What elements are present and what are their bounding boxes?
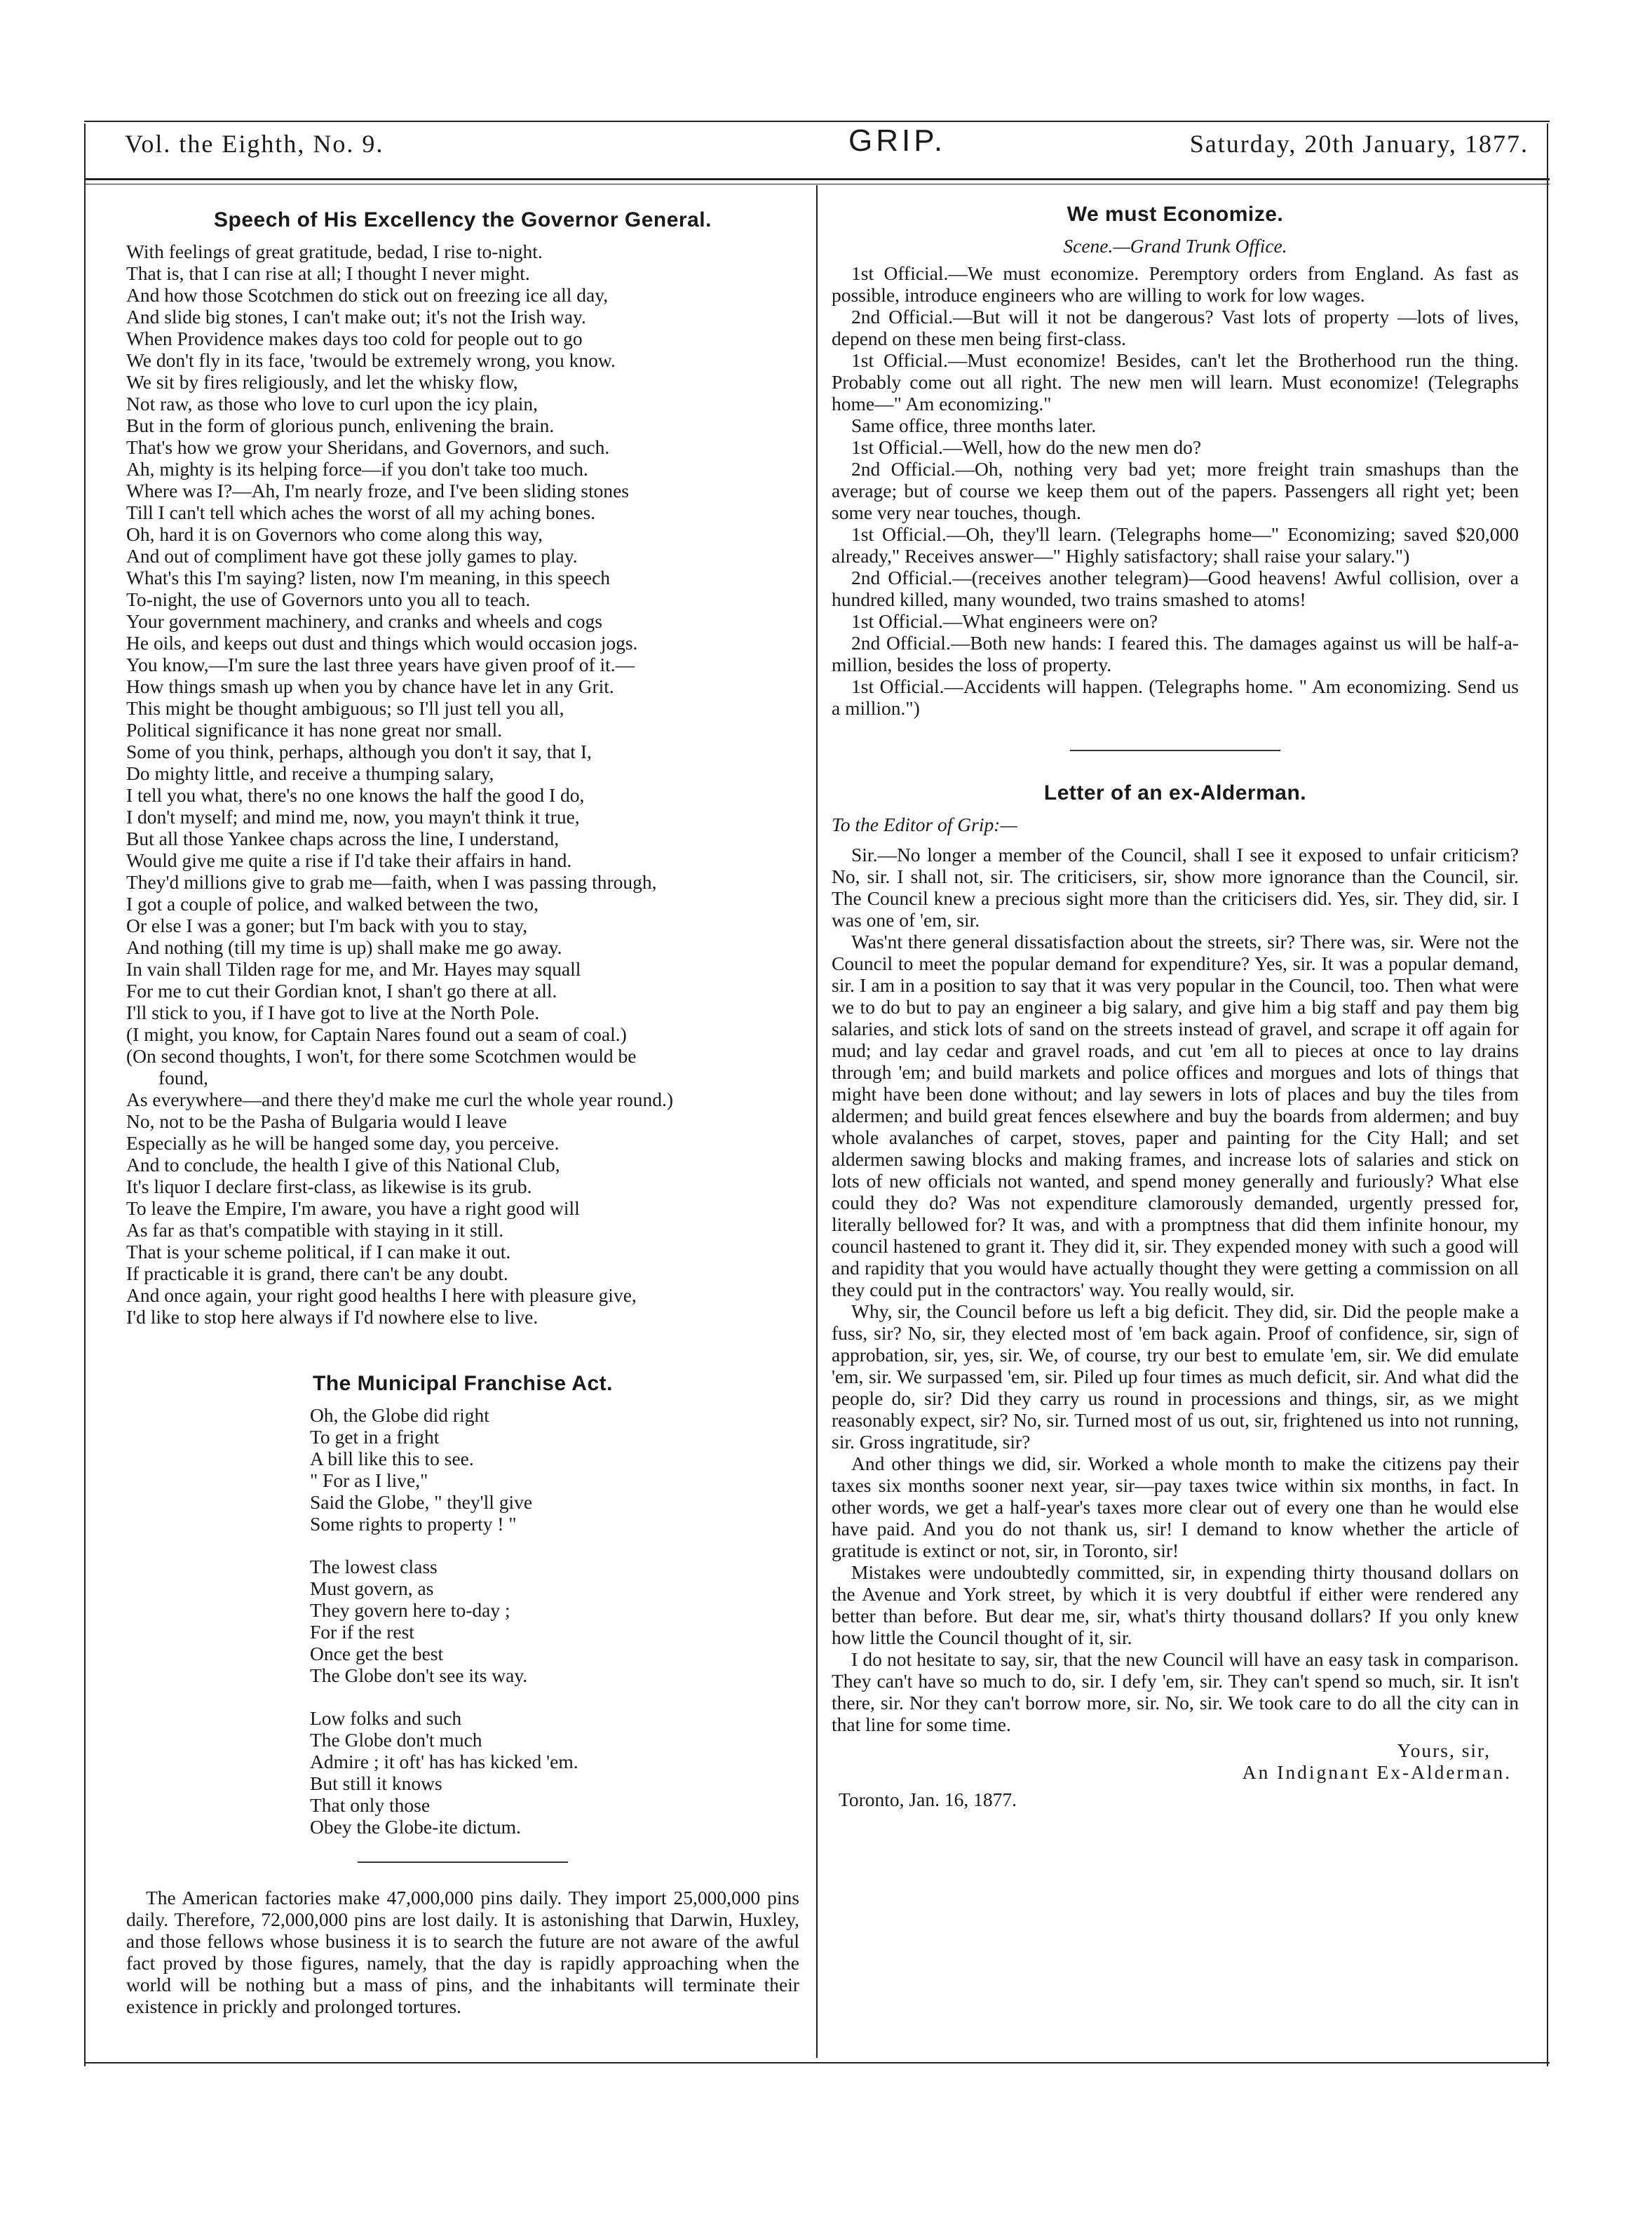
verse-line: (I might, you know, for Captain Nares found out a seam of coal.) xyxy=(126,1023,627,1045)
verse-line: What's this I'm saying? listen, now I'm meaning, in this speech xyxy=(126,567,611,588)
verse-line: A bill like this to see. xyxy=(310,1448,474,1469)
verse-line: That's how we grow your Sheridans, and Governors, and such. xyxy=(126,436,610,458)
speech-title: Speech of His Excellency the Governor General. xyxy=(214,208,712,231)
verse-line: The Globe don't see its way. xyxy=(310,1664,528,1686)
verse-line: Oh, hard it is on Governors who come along this way, xyxy=(126,523,543,545)
verse-line: If practicable it is grand, there can't be any doubt. xyxy=(126,1262,508,1284)
verse-line: For me to cut their Gordian knot, I shan't go there at all. xyxy=(126,980,557,1002)
verse-line: To get in a fright xyxy=(310,1426,440,1448)
economize-article xyxy=(832,203,1519,751)
verse-line: (On second thoughts, I won't, for there some Scotchmen would be xyxy=(126,1045,637,1067)
dialogue-paragraph: 1st Official.—Accidents will happen. (Telegraphs home. " Am economizing. Send us a million.") xyxy=(832,675,1519,719)
verse-line: But still it knows xyxy=(310,1772,442,1794)
verse-line: That is your scheme political, if I can make it out. xyxy=(126,1241,511,1262)
verse-line: And nothing (till my time is up) shall make me go away. xyxy=(126,936,562,958)
letter-paragraph: Sir.—No longer a member of the Council, shall I see it exposed to unfair criticism? No, sir. I shall not, sir. The criticisers, sir, show more ignorance than the Council, sir. The Council knew a precious sight more than the criticisers did. Yes, sir. They did, sir. I was one of 'em, sir. xyxy=(832,844,1519,931)
verse-line: They govern here to-day ; xyxy=(310,1599,510,1621)
verse-line: But in the form of glorious punch, enlivening the brain. xyxy=(126,415,555,436)
verse-line: And out of compliment have got these jolly games to play. xyxy=(126,545,578,567)
verse-line: With feelings of great gratitude, bedad, I rise to-night. xyxy=(126,241,543,262)
verse-line: Must govern, as xyxy=(310,1577,434,1599)
verse-line: Till I can't tell which aches the worst of all my aching bones. xyxy=(126,501,596,523)
verse-line: No, not to be the Pasha of Bulgaria would I leave xyxy=(126,1110,507,1132)
letter-paragraph: Mistakes were undoubtedly committed, sir, in expending thirty thousand dollars on the Avenue and York street, by which it is very doubtful if either were rendered any better than before. But dear me, sir, what's thirty thousand dollars? If you only knew how little the Council thought of it, sir. xyxy=(832,1561,1519,1648)
letter-paragraph: Why, sir, the Council before us left a big deficit. They did, sir. Did the people make a fuss, sir? No, sir, they elected most of 'em back again. Proof of confidence, sir, sign of approbation, sir, yes, sir. We, of course, try our best to emulate 'em, sir. We did emulate 'em, sir. We surpassed 'em, sir. Piled up four times as much deficit, sir. And what did the people do, sir? Did they carry us round in processions and things, sir, as we might reasonably expect, sir? No, sir. Turned most of us out, sir, frightened us into not running, sir. Gross ingratitude, sir? xyxy=(832,1300,1519,1453)
verse-line: Would give me quite a rise if I'd take their affairs in hand. xyxy=(126,849,572,871)
dialogue-paragraph: 2nd Official.—(receives another telegram)—Good heavens! Awful collision, over a hundred killed, many wounded, two trains smashed to atoms! xyxy=(832,567,1519,610)
stanza xyxy=(310,1556,799,1686)
dialogue-paragraph: 2nd Official.—Both new hands: I feared this. The damages against us will be half-a-million, besides the loss of property. xyxy=(832,632,1519,675)
verse-line: Some rights to property ! " xyxy=(310,1513,517,1535)
speech-article xyxy=(126,209,799,1328)
volume-number: Vol. the Eighth, No. 9. xyxy=(125,130,384,158)
verse-line: You know,—I'm sure the last three years have given proof of it.— xyxy=(126,654,635,675)
left-column xyxy=(126,209,799,2017)
franchise-article xyxy=(126,1373,799,1863)
page-bottom-rule xyxy=(84,2062,1550,2063)
verse-line: But all those Yankee chaps across the line, I understand, xyxy=(126,828,560,849)
letter-paragraph: I do not hesitate to say, sir, that the new Council will have an easy task in comparison. They can't have so much to do, sir. I defy 'em, sir. They can't spend so much, sir. It isn't there, sir. Nor they can't borrow more, sir. No, sir. We took care to do all the city can in that line for some time. xyxy=(832,1648,1519,1735)
pins-paragraph: The American factories make 47,000,000 pins daily. They import 25,000,000 pins daily. Therefore, 72,000,000 pins are lost daily. It is astonishing that Darwin, Huxley, and those fellows whose business it is to search the future are not aware of the awful fact proved by those figures, namely, that the day is rapidly approaching when the world will be nothing but a mass of pins, and the inhabitants will terminate their existence in prickly and prolonged tortures. xyxy=(126,1887,799,2017)
dialogue-paragraph: 1st Official.—Oh, they'll learn. (Telegraphs home—" Economizing; saved $20,000 already," Receives answer—" Highly satisfactory; shall raise your salary.") xyxy=(832,523,1519,567)
verse-line: Once get the best xyxy=(310,1643,444,1664)
issue-date: Saturday, 20th January, 1877. xyxy=(1189,130,1529,158)
dialogue-paragraph: 1st Official.—Well, how do the new men do? xyxy=(851,436,1202,458)
verse-line: I got a couple of police, and walked between the two, xyxy=(126,893,539,915)
left-border-rule xyxy=(84,123,86,2066)
verse-line: That only those xyxy=(310,1794,431,1816)
verse-line: Obey the Globe-ite dictum. xyxy=(310,1816,521,1838)
salutation: To the Editor of Grip:— xyxy=(832,814,1017,835)
verse-line: Especially as he will be hanged some day, you perceive. xyxy=(126,1132,560,1154)
dialogue-paragraph: 1st Official.—Must economize! Besides, can't let the Brotherhood run the thing. Probably come out all right. The new men will learn. Must economize! (Telegraphs home—" Am economizing." xyxy=(832,349,1519,415)
letter-closing: Yours, sir, xyxy=(1397,1739,1491,1761)
verse-line: And to conclude, the health I give of this National Club, xyxy=(126,1154,560,1176)
verse-line: As far as that's compatible with staying in it still. xyxy=(126,1219,504,1241)
verse-line: As everywhere—and there they'd make me curl the whole year round.) xyxy=(126,1089,673,1110)
pins-article xyxy=(126,1887,799,2017)
verse-line: Said the Globe, " they'll give xyxy=(310,1491,533,1513)
column-divider xyxy=(816,185,818,2058)
letter-signature: An Indignant Ex-Alderman. xyxy=(1242,1761,1512,1783)
masthead xyxy=(84,123,1550,164)
verse-line: Do mighty little, and receive a thumping salary, xyxy=(126,762,494,784)
verse-line: They'd millions give to grab me—faith, when I was passing through, xyxy=(126,871,657,893)
verse-line: I'll stick to you, if I have got to live at the North Pole. xyxy=(126,1002,540,1023)
speech-verse xyxy=(126,241,799,1328)
verse-line: To leave the Empire, I'm aware, you have a right good will xyxy=(126,1197,580,1219)
verse-line: Admire ; it oft' has has kicked 'em. xyxy=(310,1751,578,1772)
letter-paragraph: And other things we did, sir. Worked a whole month to make the citizens pay their taxes six months sooner next year, sir—pay taxes twice within six months, in fact. In other words, we get a half-year's taxes more clear out of every one than he would else have paid. And you do not thank us, sir! I demand to know whether the article of gratitude is extinct or not, sir, in Toronto, sir! xyxy=(832,1453,1519,1561)
verse-line: In vain shall Tilden rage for me, and Mr. Hayes may squall xyxy=(126,958,581,980)
masthead-bottom-rule xyxy=(84,178,1550,180)
letter-paragraph: Was'nt there general dissatisfaction about the streets, sir? There was, sir. Were not the Council to meet the popular demand for expenditure? Yes, sir. It was a popular demand, sir. I am in a position to say that it was very popular in the Council, too. Then what were we to do but to pay an engineer a big salary, and give him a big staff and pay them big salaries, and stick lots of sand on the streets instead of gravel, and scrape it off again for mud; and lay cedar and gravel roads, and cut 'em all to pieces at once to lay drains through 'em; and build markets and police offices and morgues and lots of things that might have been done without; and lay sewers in lots of places and buy the tiles from aldermen; and build great fences elsewhere and buy the boards from aldermen; and buy whole avalanches of carpet, stoves, paper and painting for the City Hall; and set aldermen sawing blocks and making frames, and increase lots of salaries and stick on lots of new officials not wanted, and spend money generally and furiously? What else could they do? Was not expenditure clamorously demanded, urgently pressed for, literally bellowed for? It was, and with a promptness that did them infinite honour, my council hastened to grant it. They did it, sir. They expended money with such a good will and rapidity that you would have actually thought they were getting a commission on all they could put in the contractors' way. You really would, sir. xyxy=(832,931,1519,1300)
verse-line: When Providence makes days too cold for people out to go xyxy=(126,328,583,349)
verse-line: Or else I was a goner; but I'm back with you to stay, xyxy=(126,915,528,936)
verse-line: I don't myself; and mind me, now, you mayn't think it true, xyxy=(126,806,580,828)
dialogue-paragraph: Same office, three months later. xyxy=(851,415,1097,436)
verse-line: For if the rest xyxy=(310,1621,414,1643)
economize-title: We must Economize. xyxy=(1067,203,1284,226)
verse-line: The Globe don't much xyxy=(310,1729,482,1751)
verse-line: We don't fly in its face, 'twould be extremely wrong, you know. xyxy=(126,349,616,371)
dialogue-paragraph: 1st Official.—What engineers were on? xyxy=(851,610,1158,632)
verse-line: Ah, mighty is its helping force—if you don't take too much. xyxy=(126,458,588,480)
verse-line: I'd like to stop here always if I'd nowhere else to live. xyxy=(126,1306,539,1328)
stanza xyxy=(310,1707,799,1838)
verse-line: Not raw, as those who love to curl upon the icy plain, xyxy=(126,393,539,415)
verse-line: Some of you think, perhaps, although you don't it say, that I, xyxy=(126,741,592,762)
verse-line: Oh, the Globe did right xyxy=(310,1404,489,1426)
verse-line: found, xyxy=(158,1067,209,1089)
verse-line: The lowest class xyxy=(310,1556,438,1577)
alderman-title: Letter of an ex-Alderman. xyxy=(1043,781,1307,804)
scene-line: Scene.—Grand Trunk Office. xyxy=(1063,235,1287,257)
section-divider xyxy=(358,1861,568,1863)
dialogue-paragraph: 1st Official.—We must economize. Peremptory orders from England. As fast as possible, introduce engineers who are willing to work for low wages. xyxy=(832,262,1519,306)
franchise-verse xyxy=(310,1404,799,1838)
verse-line: To-night, the use of Governors unto you all to teach. xyxy=(126,588,531,610)
right-border-rule xyxy=(1547,123,1548,2066)
section-divider xyxy=(1070,750,1280,751)
right-column xyxy=(832,203,1519,1810)
newspaper-title: GRIP. xyxy=(848,123,947,158)
verse-line: It's liquor I declare first-class, as likewise is its grub. xyxy=(126,1176,532,1197)
masthead-top-rule xyxy=(84,121,1550,122)
verse-line: And how those Scotchmen do stick out on freezing ice all day, xyxy=(126,284,609,306)
verse-line: How things smash up when you by chance have let in any Grit. xyxy=(126,675,614,697)
verse-line: This might be thought ambiguous; so I'll just tell you all, xyxy=(126,697,564,719)
verse-line: That is, that I can rise at all; I thought I never might. xyxy=(126,262,530,284)
verse-line: We sit by fires religiously, and let the whisky flow, xyxy=(126,371,518,393)
verse-line: Low folks and such xyxy=(310,1707,462,1729)
verse-line: Your government machinery, and cranks and wheels and cogs xyxy=(126,610,602,632)
dialogue-paragraph: 2nd Official.—Oh, nothing very bad yet; more freight train smashups than the average; but of course we keep them out of the papers. Passengers all right yet; been some very near touches, though. xyxy=(832,458,1519,523)
alderman-article xyxy=(832,782,1519,1810)
verse-line: And once again, your right good healths I here with pleasure give, xyxy=(126,1284,637,1306)
letter-dateline: Toronto, Jan. 16, 1877. xyxy=(839,1789,1017,1810)
franchise-title: The Municipal Franchise Act. xyxy=(313,1372,613,1395)
stanza xyxy=(310,1404,799,1535)
dialogue-paragraph: 2nd Official.—But will it not be dangerous? Vast lots of property —lots of lives, depend on these men being first-class. xyxy=(832,306,1519,349)
verse-line: " For as I live," xyxy=(310,1469,428,1491)
verse-line: Political significance it has none great nor small. xyxy=(126,719,503,741)
verse-line: I tell you what, there's no one knows the half the good I do, xyxy=(126,784,585,806)
verse-line: And slide big stones, I can't make out; it's not the Irish way. xyxy=(126,306,586,328)
verse-line: He oils, and keeps out dust and things which would occasion jogs. xyxy=(126,632,638,654)
verse-line: Where was I?—Ah, I'm nearly froze, and I've been sliding stones xyxy=(126,480,630,501)
